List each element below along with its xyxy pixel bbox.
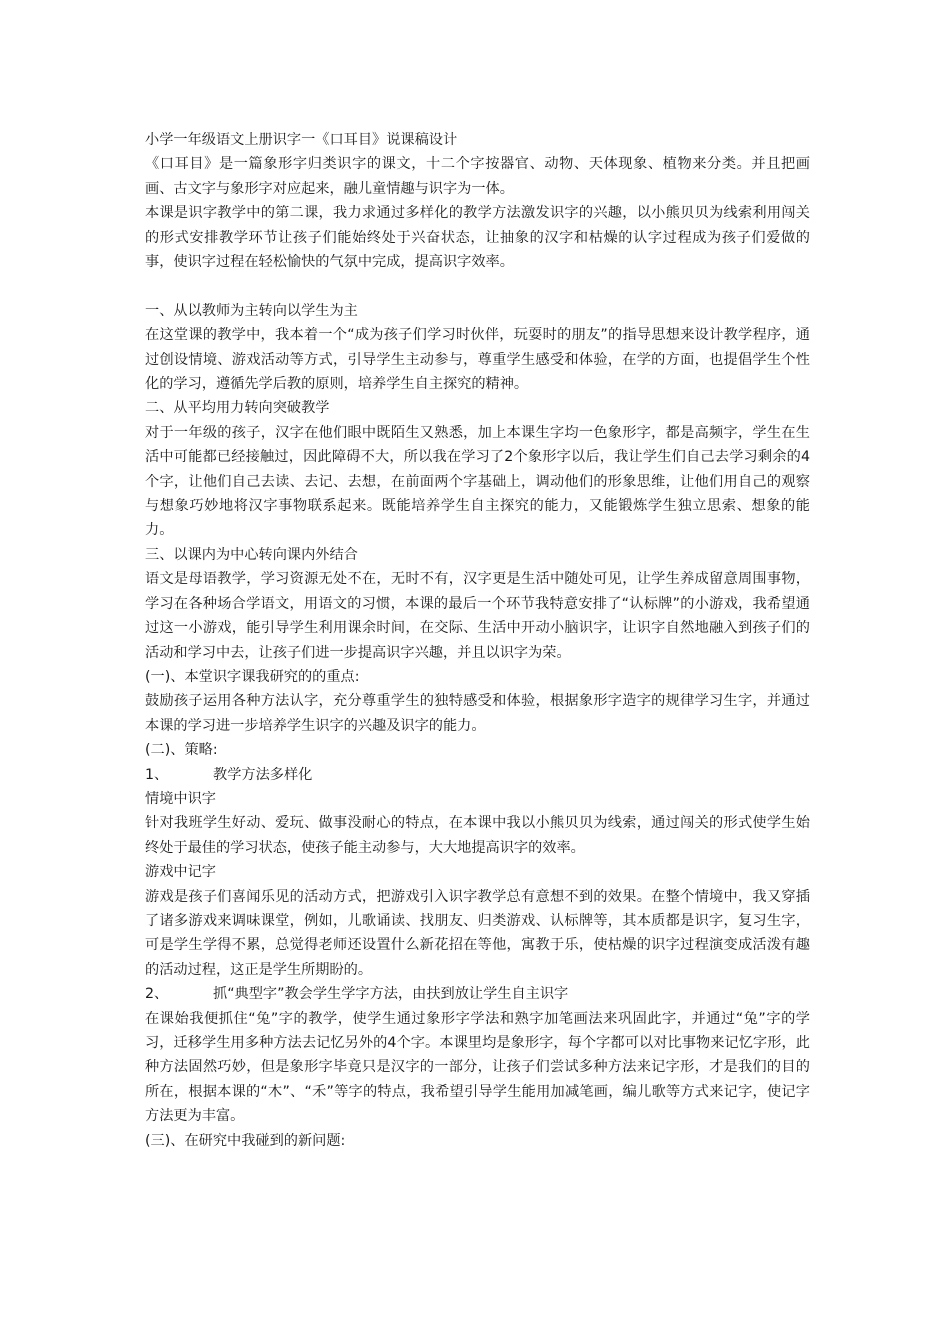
- focus-text: 鼓励孩子运用各种方法认字，充分尊重学生的独特感受和体验，根据象形字造字的规律学习生字，并通过本课的学习进一步培养学生识字的兴趣及识字的能力。: [145, 693, 810, 734]
- strategy-item-1-title: 教学方法多样化: [213, 766, 313, 783]
- blank-line: [145, 274, 810, 298]
- strategy-item-2-number: 2、: [145, 986, 169, 1003]
- section-1-text: 在这堂课的教学中，我本着一个“成为孩子们学习时伙伴，玩耍时的朋友”的指导思想来设计教学程序，通过创设情境、游戏活动等方式，引导学生主动参与，尊重学生感受和体验，在学的方面，也提倡学生个性化的学习，遵循先学后教的原则，培养学生自主探究的精神。: [145, 327, 810, 393]
- focus-heading: (一)、本堂识字课我研究的的重点:: [145, 668, 360, 685]
- section-2-heading: 二、从平均用力转向突破教学: [145, 400, 330, 417]
- section-3-text: 语文是母语教学，学习资源无处不在，无时不有，汉字更是生活中随处可见，让学生养成留意周围事物，学习在各种场合学语文，用语文的习惯，本课的最后一个环节我特意安排了“认标牌”的小游戏，我希望通过这一小游戏，能引导学生利用课余时间，在交际、生活中开动小脑识字，让识字自然地融入到孩子们的活动和学习中去，让孩子们进一步提高识字兴趣，并且以识字为荣。: [145, 571, 810, 661]
- document-title: 小学一年级语文上册识字一《口耳目》说课稿设计: [145, 132, 458, 148]
- strategy-sub-2-text: 游戏是孩子们喜闻乐见的活动方式，把游戏引入识字教学总有意想不到的效果。在整个情境中，我又穿插了诸多游戏来调味课堂，例如，儿歌诵读、找朋友、归类游戏、认标牌等，其本质都是识字，复习生字，可是学生学得不累，总觉得老师还设置什么新花招在等他，寓教于乐，使枯燥的识字过程演变成活泼有趣的活动过程，这正是学生所期盼的。: [145, 888, 810, 978]
- strategy-heading: (二)、策略:: [145, 742, 218, 759]
- strategy-sub-1-text: 针对我班学生好动、爱玩、做事没耐心的特点，在本课中我以小熊贝贝为线索，通过闯关的形式使学生始终处于最佳的学习状态，使孩子能主动参与，大大地提高识字的效率。: [145, 815, 810, 856]
- strategy-item-2: [145, 982, 810, 1006]
- strategy-item-2-title: 抓“典型字”教会学生学字方法，由扶到放让学生自主识字: [213, 986, 569, 1003]
- strategy-sub-2-heading: 游戏中记字: [145, 864, 216, 881]
- strategy-item-1: [145, 763, 810, 787]
- document-body: [145, 128, 810, 1153]
- section-2-text: 对于一年级的孩子，汉字在他们眼中既陌生又熟悉，加上本课生字均一色象形字，都是高频字，学生在生活中可能都已经接触过，因此障碍不大，所以我在学习了2个象形字以后，我让学生们自己去学习剩余的4个字，让他们自己去读、去记、去想，在前面两个字基础上，调动他们的形象思维，让他们用自己的观察与想象巧妙地将汉字事物联系起来。既能培养学生自主探究的能力，又能锻炼学生独立思索、想象的能力。: [145, 424, 810, 539]
- section-1-heading: 一、从以教师为主转向以学生为主: [145, 302, 358, 319]
- intro-paragraph-1: 《口耳目》是一篇象形字归类识字的课文，十二个字按器官、动物、天体现象、植物来分类。并且把画画、古文字与象形字对应起来，融儿童情趣与识字为一体。: [145, 156, 810, 197]
- intro-paragraph-2: 本课是识字教学中的第二课，我力求通过多样化的教学方法激发识字的兴趣，以小熊贝贝为线索利用闯关的形式安排教学环节让孩子们能始终处于兴奋状态，让抽象的汉字和枯燥的认字过程成为孩子们爱做的事，使识字过程在轻松愉快的气氛中完成，提高识字效率。: [145, 205, 810, 271]
- strategy-item-2-text: 在课始我便抓住“兔”字的教学，使学生通过象形字学法和熟字加笔画法来巩固此字，并通过“兔”字的学习，迁移学生用多种方法去记忆另外的4个字。本课里均是象形字，每个字都可以对比事物来记忆字形，此种方法固然巧妙，但是象形字毕竟只是汉字的一部分，让孩子们尝试多种方法来记字形，才是我们的目的所在，根据本课的“木”、“禾”等字的特点，我希望引导学生能用加减笔画，编儿歌等方式来记字，使记字方法更为丰富。: [145, 1010, 810, 1125]
- problems-heading: (三)、在研究中我碰到的新问题:: [145, 1132, 346, 1149]
- strategy-sub-1-heading: 情境中识字: [145, 790, 216, 807]
- section-3-heading: 三、以课内为中心转向课内外结合: [145, 546, 358, 563]
- strategy-item-1-number: 1、: [145, 766, 169, 783]
